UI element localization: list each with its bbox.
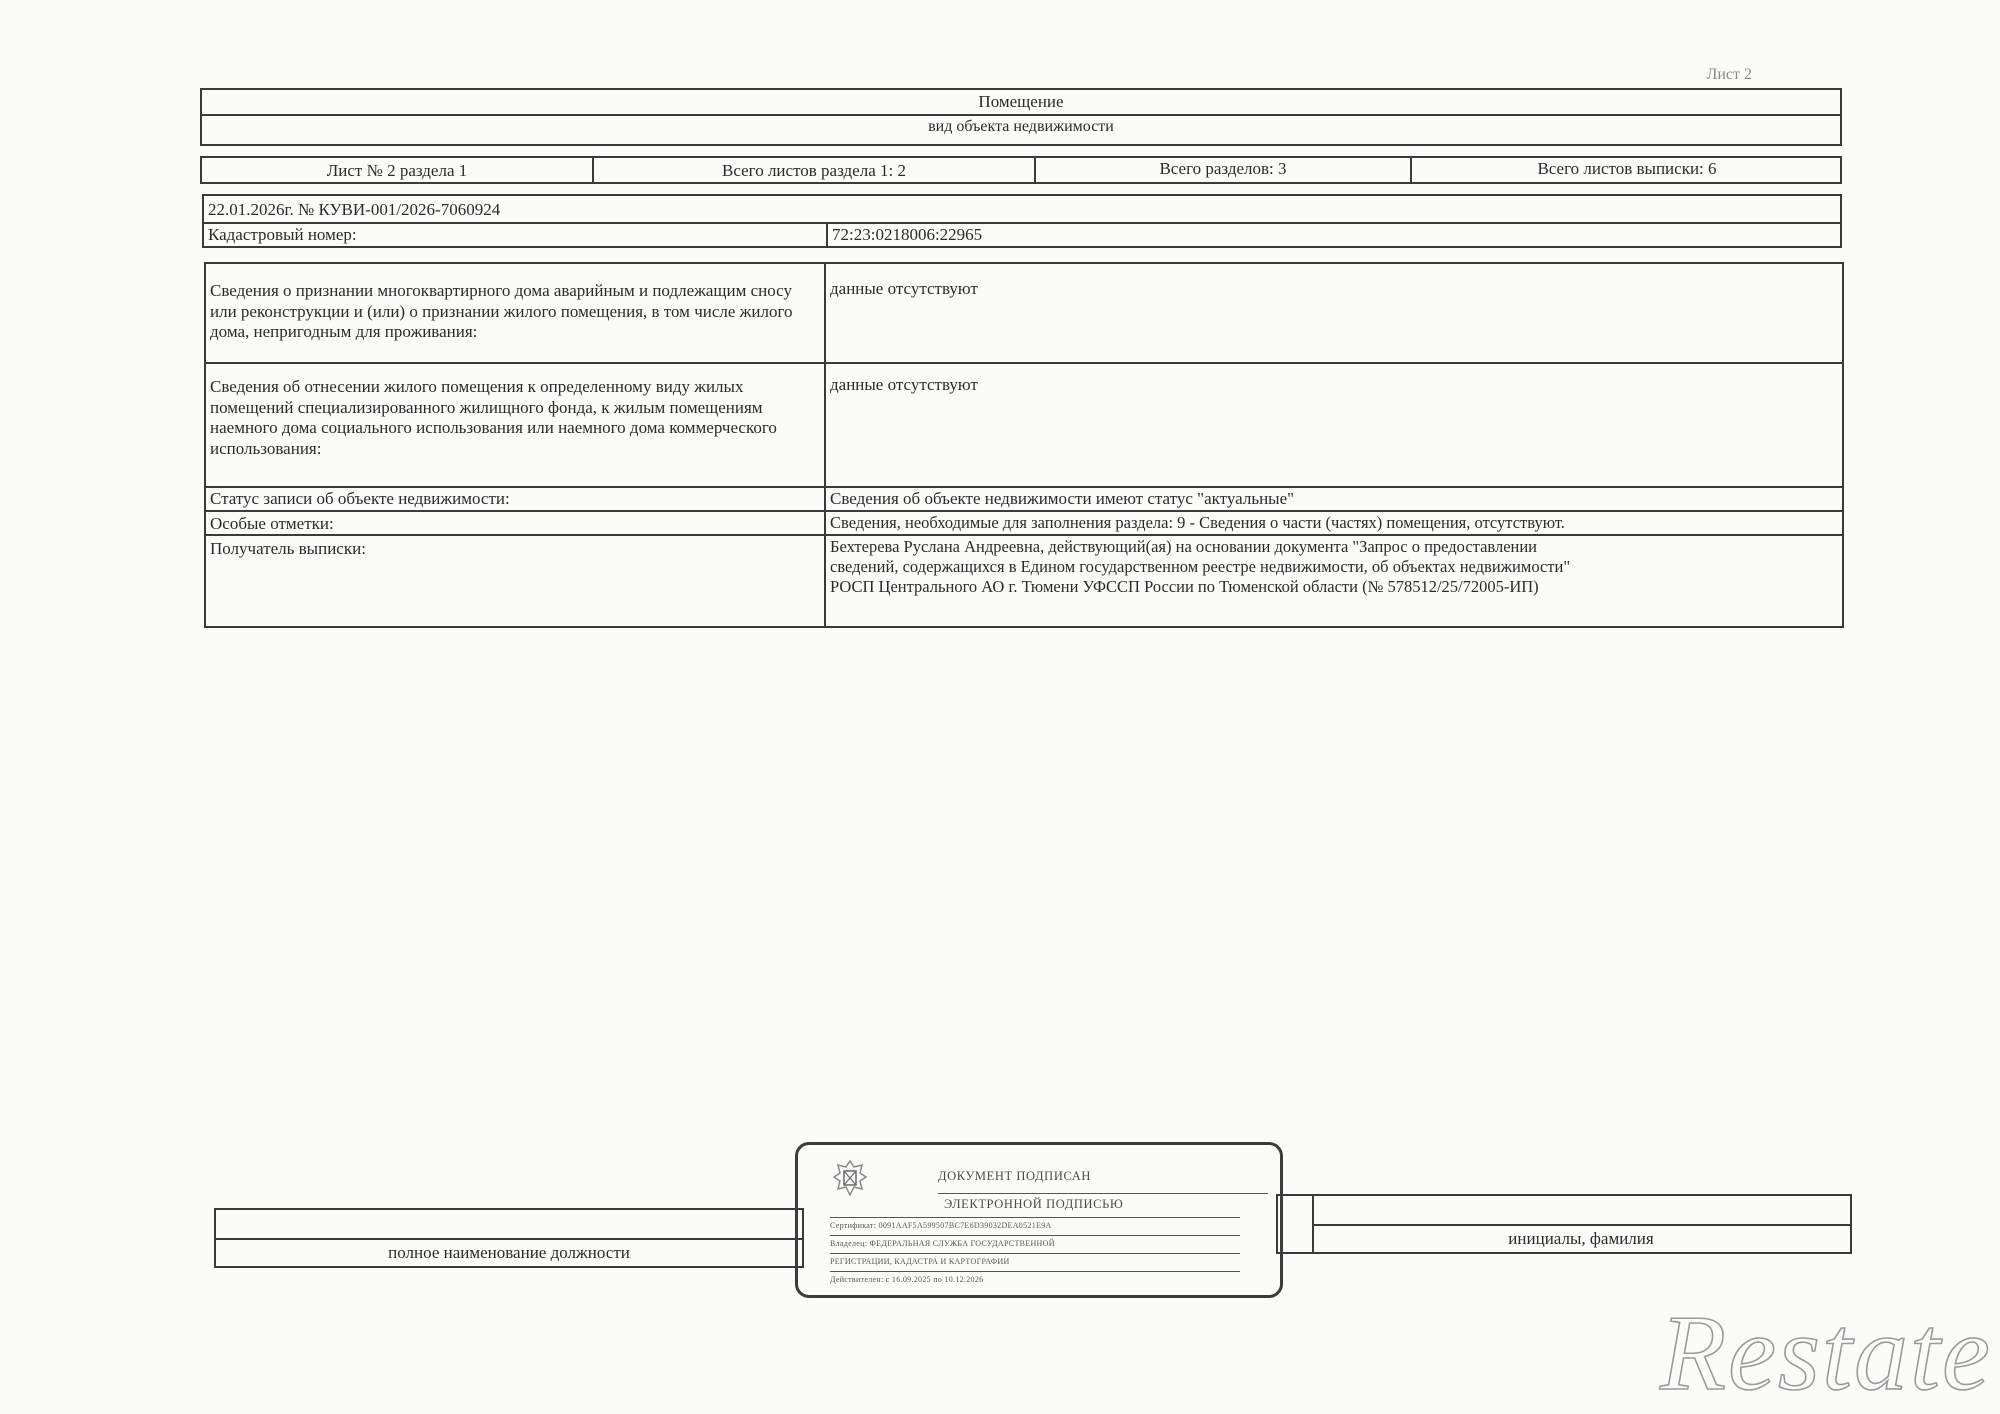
signature-position-box	[214, 1208, 804, 1268]
document-id-block	[202, 194, 1842, 248]
specialized-fund-label: Сведения об отнесении жилого помещения к определенному виду жилых помещений специализированного жилищного фонда, к жилым помещениям наемного дома социального использования или наемного дома коммерческого использования:	[210, 377, 777, 458]
stamp-owner-line-2: РЕГИСТРАЦИИ, КАДАСТРА И КАРТОГРАФИИ	[830, 1257, 1010, 1266]
recipient-value-line-3: РОСП Центрального АО г. Тюмени УФССП России по Тюменской области (№ 578512/25/72005-ИП)	[830, 577, 1539, 596]
cadastral-number: 72:23:0218006:22965	[832, 225, 983, 244]
emblem-icon	[828, 1157, 872, 1201]
record-status-value: Сведения об объекте недвижимости имеют статус "актуальные"	[830, 489, 1295, 508]
special-notes-value: Сведения, необходимые для заполнения раздела: 9 - Сведения о части (частях) помещения, отсутствуют.	[830, 513, 1565, 532]
object-title: Помещение	[978, 92, 1064, 111]
total-sheets-extract: Всего листов выписки: 6	[1537, 159, 1717, 178]
electronic-signature-stamp	[795, 1142, 1283, 1298]
total-sheets-section: Всего листов раздела 1: 2	[722, 161, 906, 180]
sheet-info-row	[200, 156, 1842, 184]
stamp-owner-line-1: Владелец: ФЕДЕРАЛЬНАЯ СЛУЖБА ГОСУДАРСТВЕННОЙ	[830, 1239, 1055, 1248]
total-sections: Всего разделов: 3	[1159, 159, 1287, 178]
special-notes-label: Особые отметки:	[210, 514, 334, 533]
object-header	[200, 88, 1842, 146]
cadastral-label: Кадастровый номер:	[208, 225, 357, 244]
object-type-caption: вид объекта недвижимости	[928, 118, 1114, 135]
recipient-value-line-2: сведений, содержащихся в Едином государственном реестре недвижимости, об объектах недвижимости"	[830, 557, 1571, 576]
sheet-of-section: Лист № 2 раздела 1	[326, 161, 468, 180]
stamp-validity: Действителен: с 16.09.2025 по 10.12.2026	[830, 1275, 984, 1284]
stamp-certificate: Сертификат: 0091AAF5A599507BC7E6D39032DEA0521E9A	[830, 1221, 1052, 1230]
position-caption: полное наименование должности	[388, 1243, 630, 1262]
sheet-label: Лист 2	[1706, 66, 1752, 83]
restate-watermark: Restate	[1660, 1294, 1992, 1413]
record-status-label: Статус записи об объекте недвижимости:	[210, 489, 510, 508]
stamp-line-2: ЭЛЕКТРОННОЙ ПОДПИСЬЮ	[944, 1197, 1124, 1211]
name-caption: инициалы, фамилия	[1508, 1229, 1654, 1248]
details-table	[204, 262, 1844, 628]
recipient-value-line-1: Бехтерева Руслана Андреевна, действующий(ая) на основании документа "Запрос о предоставлении	[830, 537, 1538, 556]
document-date-number: 22.01.2026г. № КУВИ-001/2026-7060924	[208, 200, 501, 219]
stamp-line-1: ДОКУМЕНТ ПОДПИСАН	[938, 1169, 1092, 1183]
signature-name-box	[1276, 1194, 1852, 1254]
emergency-status-value: данные отсутствуют	[830, 279, 978, 298]
specialized-fund-value: данные отсутствуют	[830, 375, 978, 394]
emergency-status-label: Сведения о признании многоквартирного дома аварийным и подлежащим сносу или реконструкции и (или) о признании жилого помещения, в том числе жилого дома, непригодным для проживания:	[210, 281, 793, 341]
recipient-label: Получатель выписки:	[210, 539, 366, 558]
